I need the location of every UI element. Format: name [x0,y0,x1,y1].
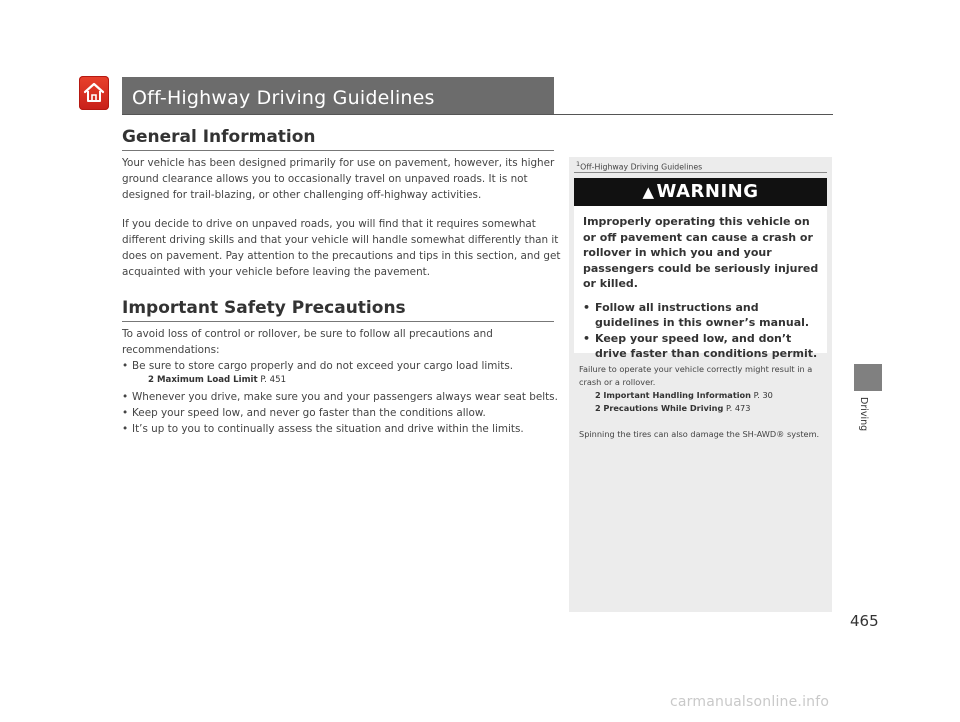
section-rule [122,150,554,151]
general-info-paragraph-1 [122,155,554,203]
arrow-reference-icon: 2 [595,403,601,413]
xref-label: Maximum Load Limit [156,375,258,385]
warning-bullet: • Keep your speed low, and don’t drive faster than conditions permit. [583,331,820,362]
side-note-panel [569,157,832,612]
text-line: does on pavement. Pay attention to the precautions and tips in this section, and get [122,250,561,262]
xref-label: Important Handling Information [603,390,751,400]
safety-bullet-list [122,358,558,437]
side-notes [579,363,827,441]
warning-header [574,178,827,206]
section-heading-safety-precautions: Important Safety Precautions [122,298,406,318]
note-number: 1 [576,160,581,168]
general-info-paragraph-2 [122,216,560,280]
warning-bullet: • Follow all instructions and guidelines in this owner’s manual. [583,300,820,331]
chapter-tab[interactable] [854,364,882,391]
chapter-header [122,77,554,114]
cross-reference-link[interactable] [579,402,827,415]
alert-triangle-icon: ▲ [642,183,655,201]
watermark: carmanualsonline.info [670,694,830,710]
header-rule [122,114,833,115]
text-line: designed for trail-blazing, or other challenging off-highway activities. [122,189,482,201]
text-line: different driving skills and that your vehicle will handle somewhat differently than it [122,234,559,246]
warning-title: WARNING [656,181,759,202]
list-item: • Whenever you drive, make sure you and your passengers always wear seat belts. [122,389,558,405]
note-rule [574,172,827,173]
note-heading-text: Off-Highway Driving Guidelines [580,162,703,172]
text-line: acquainted with your vehicle before leaving the pavement. [122,266,431,278]
list-item: • Keep your speed low, and never go faster than the conditions allow. [122,405,558,421]
list-item: • Be sure to store cargo properly and do not exceed your cargo load limits. [122,358,558,374]
warning-box [574,178,827,360]
home-button[interactable] [79,76,109,110]
text-line: Your vehicle has been designed primarily for use on pavement, however, its higher [122,157,555,169]
note-text: Failure to operate your vehicle correctly might result in a crash or a rollover. [579,364,813,387]
text-line: ground clearance allows you to occasionally travel on unpaved roads. It is not [122,173,528,185]
cross-reference-link[interactable] [579,389,827,402]
arrow-reference-icon: 2 [595,390,601,400]
chapter-title: Off-Highway Driving Guidelines [132,87,435,109]
text-line: To avoid loss of control or rollover, be sure to follow all precautions and [122,328,493,340]
xref-label: Precautions While Driving [603,403,724,413]
arrow-reference-icon: 2 [148,375,154,385]
warning-text: Improperly operating this vehicle on or off pavement can cause a crash or rollover in which you and your passengers could be seriously injured or killed. [583,215,819,290]
section-rule [122,321,554,322]
warning-body [574,206,827,362]
page-number: 465 [850,612,879,630]
list-item: • It’s up to you to continually assess the situation and drive within the limits. [122,421,558,437]
cross-reference-link[interactable] [122,374,558,387]
xref-page: P. 30 [753,390,773,400]
xref-page: P. 451 [260,375,287,385]
xref-page: P. 473 [725,403,751,413]
safety-intro [122,326,493,358]
note-text: Spinning the tires can also damage the SH-AWD® system. [579,429,820,439]
section-heading-general-information: General Information [122,127,316,147]
text-line: recommendations: [122,344,220,356]
home-icon [83,81,105,105]
note-heading [576,160,702,172]
chapter-tab-label: Driving [858,397,869,432]
text-line: If you decide to drive on unpaved roads, you will find that it requires somewhat [122,218,536,230]
